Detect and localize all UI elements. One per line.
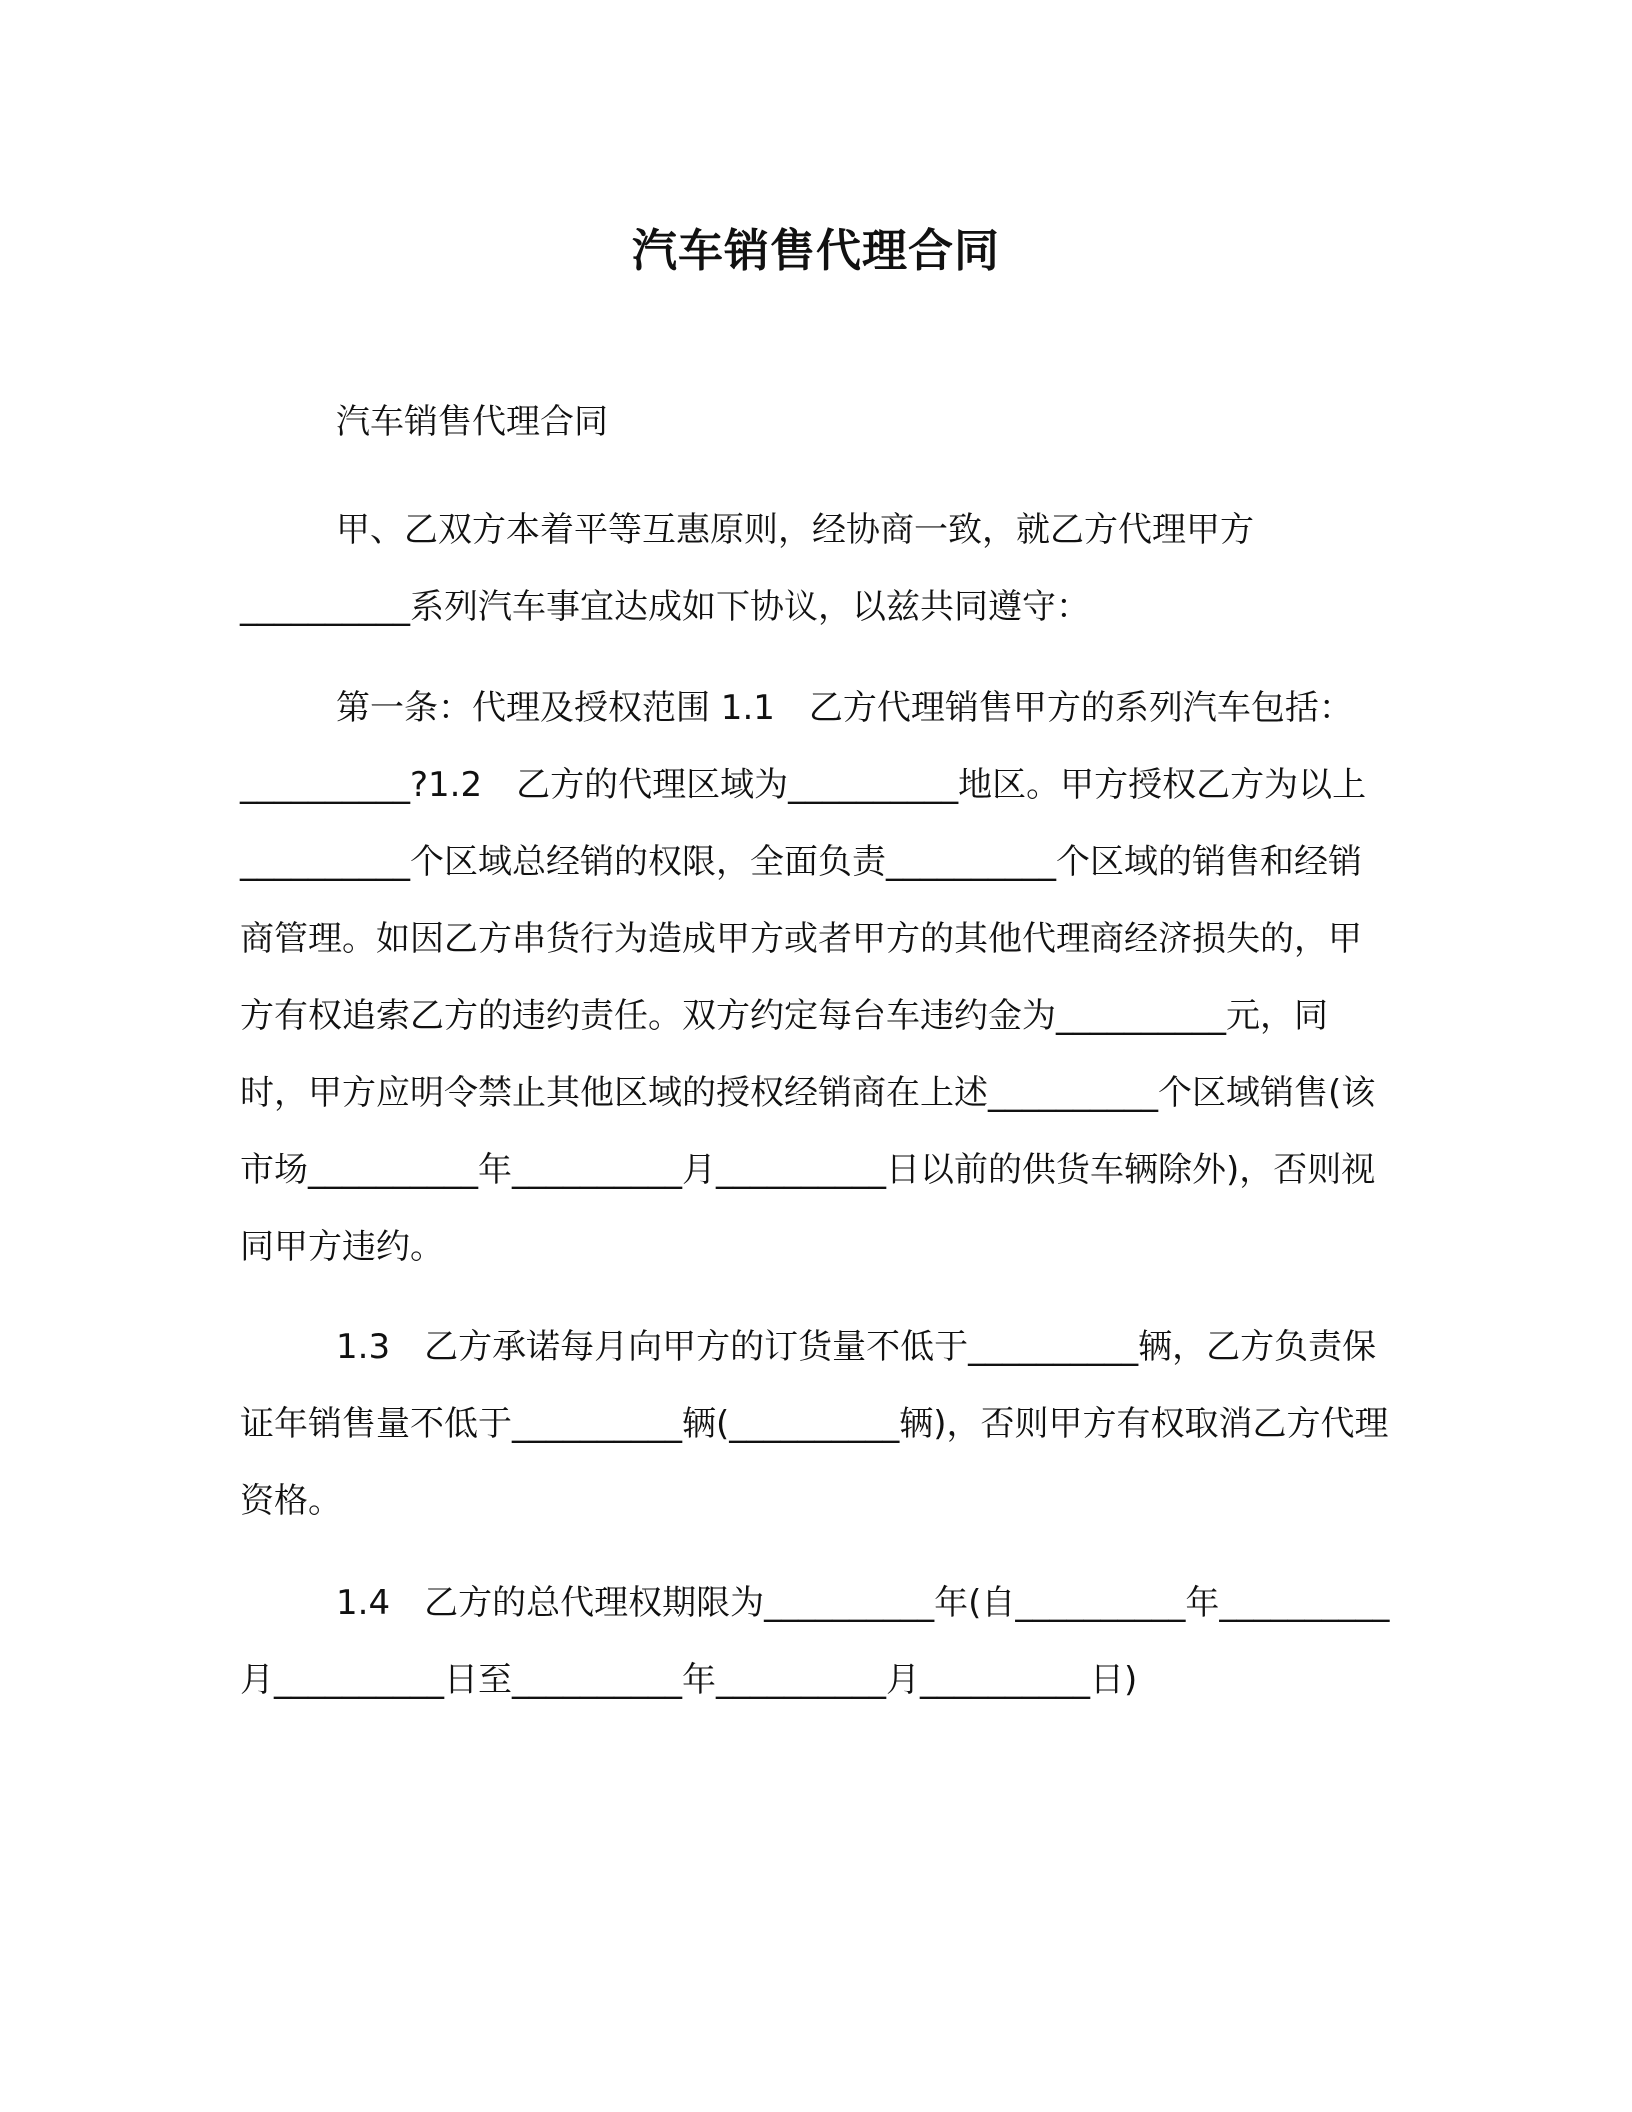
- document-title: 汽车销售代理合同: [631, 224, 1000, 277]
- paragraph-preamble: 甲、乙双方本着平等互惠原则，经协商一致，就乙方代理甲方__________系列汽车事宜达成如下协议，以兹共同遵守：: [240, 510, 1254, 627]
- paragraph-heading: 汽车销售代理合同: [336, 402, 608, 442]
- paragraph-clause-1-4: 1.4 乙方的总代理权期限为__________年(自__________年__________月__________日至__________年__________月__________日): [240, 1583, 1390, 1700]
- paragraph-clause-1-3: 1.3 乙方承诺每月向甲方的订货量不低于__________辆，乙方负责保证年销售量不低于__________辆(__________辆)，否则甲方有权取消乙方代理资格。: [240, 1327, 1389, 1521]
- paragraph-article-1: 第一条：代理及授权范围 1.1 乙方代理销售甲方的系列汽车包括：__________?1.2 乙方的代理区域为__________地区。甲方授权乙方为以上__________个区域总经销的权限，全面负责__________个区域的销售和经销商管理。如因乙方串货行为造成甲方或者甲方的其他代理商经济损失的，甲方有权追索乙方的违约责任。双方约定每台车违约金为__________元，同时，甲方应明令禁止其他区域的授权经销商在上述__________个区域销售(该市场__________年__________月__________日以前的供货车辆除外)，否则视同甲方违约。: [240, 688, 1376, 1267]
